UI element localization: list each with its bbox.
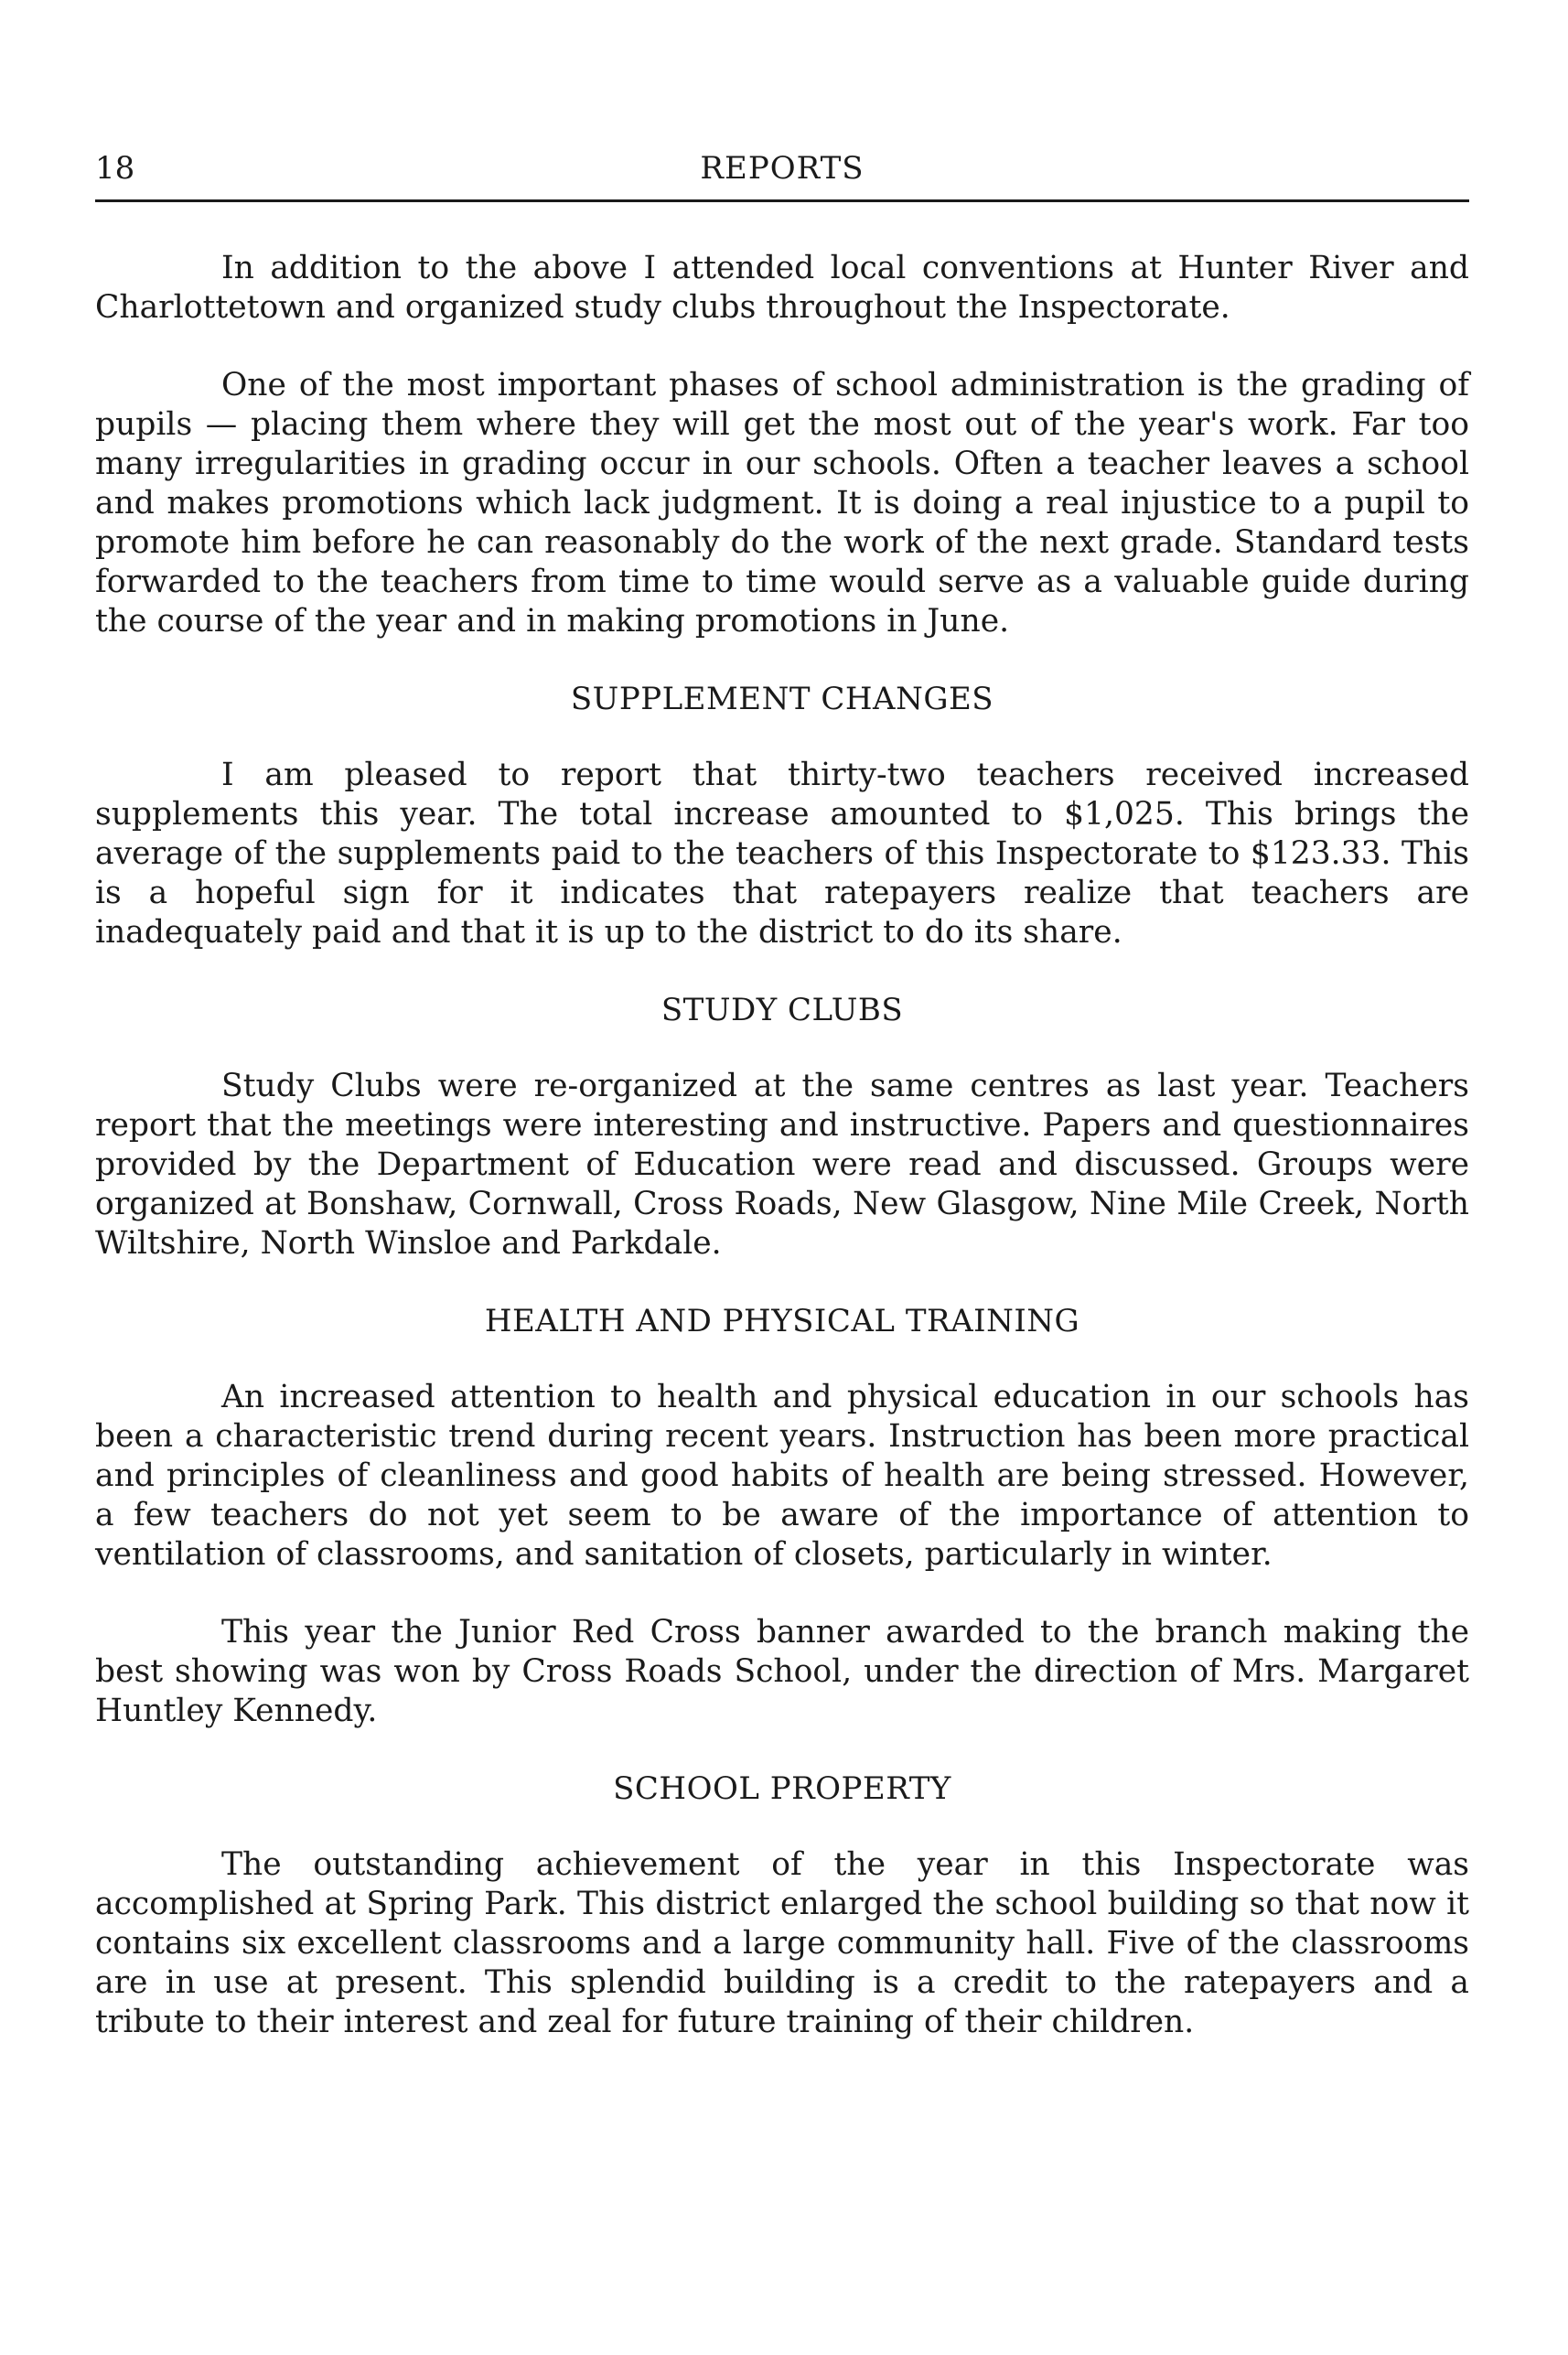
paragraph-conventions: In addition to the above I attended local conventions at Hunter River and Charlottetown and organized study clubs throughout the Inspectorate. bbox=[95, 250, 1469, 326]
page-body bbox=[95, 249, 1469, 2081]
paragraph-supplements: I am pleased to report that thirty-two teachers received increased supplements this year. The total increase amounted to $1,025. This brings the average of the supplements paid to the teachers of this Inspectorate to $123.33. This is a hopeful sign for it indicates that ratepayers realize that teachers are inadequately paid and that it is up to the district to do its share. bbox=[95, 757, 1469, 951]
paragraph-study-clubs: Study Clubs were re-organized at the same centres as last year. Teachers report that the meetings were interesting and instructive. Papers and questionnaires provided by the Department of Education were read and discussed. Groups were organized at Bonshaw, Cornwall, Cross Roads, New Glasgow, Nine Mile Creek, North Wiltshire, North Winsloe and Parkdale. bbox=[95, 1068, 1469, 1262]
header-rule bbox=[95, 199, 1469, 202]
page-number: 18 bbox=[95, 150, 135, 187]
paragraph-spring-park: The outstanding achievement of the year in this Inspectorate was accomplished at Spring Park. This district enlarged the school building so that now it contains six excellent classrooms and a large community hall. Five of the classrooms are in use at present. This splendid building is a credit to the ratepayers and a tribute to their interest and zeal for future training of their children. bbox=[95, 1846, 1469, 2040]
running-head: REPORTS bbox=[700, 150, 865, 187]
paragraph-grading: One of the most important phases of school administration is the grading of pupils — placing them where they will get the most out of the year's work. Far too many irregularities in grading occur in our schools. Often a teacher leaves a school and makes promotions which lack judgment. It is doing a real injustice to a pupil to promote him before he can reasonably do the work of the next grade. Standard tests forwarded to the teachers from time to time would serve as a valuable guide during the course of the year and in making promotions in June. bbox=[95, 367, 1469, 640]
heading-health-physical-training: HEALTH AND PHYSICAL TRAINING bbox=[484, 1303, 1080, 1339]
paragraph-red-cross: This year the Junior Red Cross banner awarded to the branch making the best showing was won by Cross Roads School, under the direction of Mrs. Margaret Huntley Kennedy. bbox=[95, 1614, 1469, 1729]
heading-school-property: SCHOOL PROPERTY bbox=[613, 1770, 951, 1807]
paragraph-health: An increased attention to health and physical education in our schools has been a characteristic trend during recent years. Instruction has been more practical and principles of cleanliness and good habits of health are being stressed. However, a few teachers do not yet seem to be aware of the importance of attention to ventilation of classrooms, and sanitation of closets, particularly in winter. bbox=[95, 1379, 1469, 1573]
page-header bbox=[95, 146, 1469, 190]
heading-study-clubs: STUDY CLUBS bbox=[660, 992, 904, 1028]
heading-supplement-changes: SUPPLEMENT CHANGES bbox=[570, 681, 994, 717]
